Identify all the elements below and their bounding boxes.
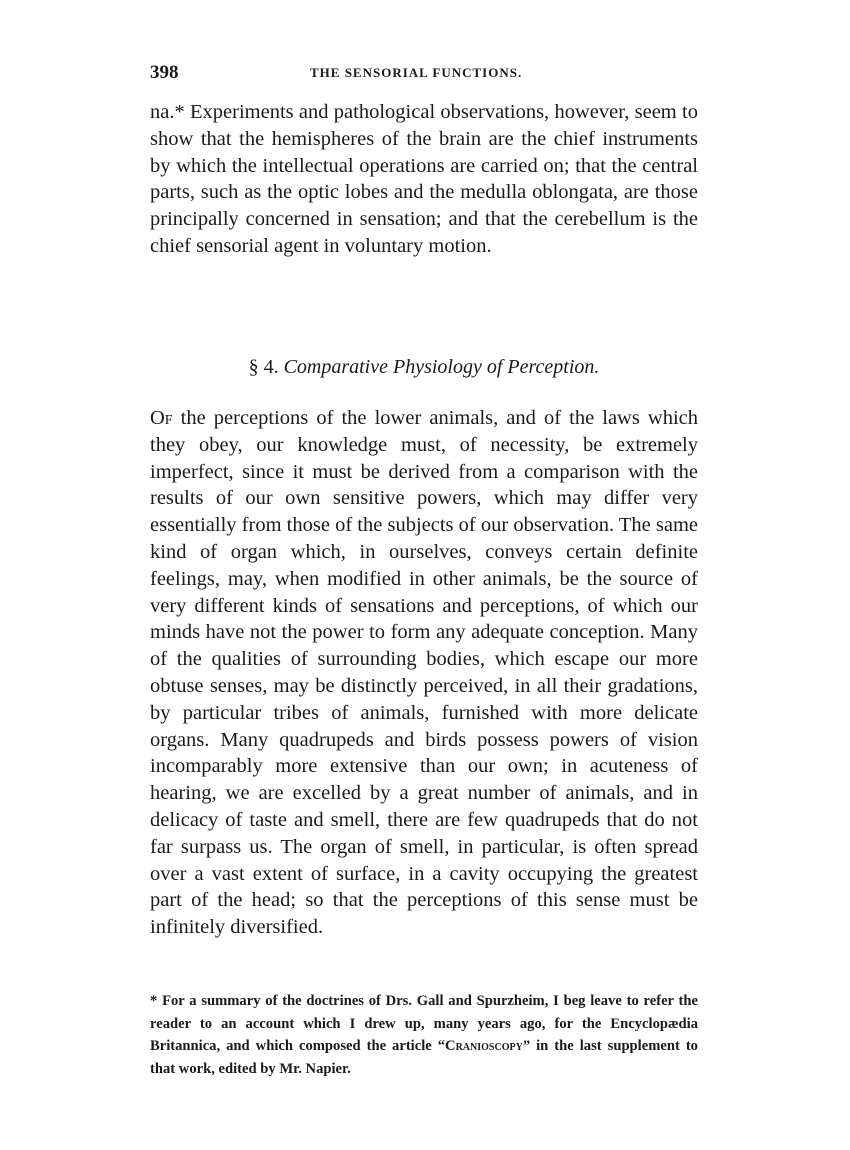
section-number: § 4.	[248, 356, 279, 378]
footnote-article-title: Cranioscopy	[445, 1038, 523, 1055]
section-title: Comparative Physiology of Perception.	[283, 356, 600, 378]
footnote	[150, 990, 698, 1080]
paragraph-continued: na.* Experiments and pathological observations, however, seem to show that the hemispheres of the brain are the chief instruments by which the intellectual operations are carried on; that the central parts, such as the optic lobes and the medulla oblongata, are those principally concerned in sensation; and that the cerebellum is the chief sensorial agent in voluntary motion.	[150, 101, 698, 257]
paragraph-lead-word: Of	[150, 407, 173, 429]
paragraph-body: the perceptions of the lower animals, and of the laws which they obey, our knowledge must, of necessity, be extremely imperfect, since it must be derived from a comparison with the results of our own sensitive powers, which may differ very essentially from those of the subjects of our observation. The same kind of organ which, in ourselves, conveys certain definite feelings, may, when modified in other animals, be the source of very different kinds of sensations and perceptions, of which our minds have not the power to form any adequate conception. Many of the qualities of surrounding bodies, which escape our more obtuse senses, may be distinctly perceived, in all their gradations, by particular tribes of animals, furnished with more delicate organs. Many quadrupeds and birds possess powers of vision incomparably more extensive than our own; in acuteness of hearing, we are excelled by a great number of animals, and in delicacy of taste and smell, there are few quadrupeds that do not far surpass us. The organ of smell, in particular, is often spread over a vast extent of surface, in a cavity occupying the greatest part of the head; so that the perceptions of this sense must be infinitely diversified.	[150, 407, 698, 939]
footnote-text-before: * For a summary of the doctrines of Drs. Gall and Spurzheim, I beg leave to refer the reader to an account which I drew up, many years ago, for the Encyclopædia Britannica, and which composed the article “	[150, 993, 698, 1055]
running-head	[150, 62, 698, 86]
paragraph-perception	[150, 405, 698, 941]
page-number: 398	[150, 62, 179, 83]
footnote-text-after: ” in the last supplement to that work, edited by Mr. Napier.	[150, 1038, 698, 1077]
running-title: THE SENSORIAL FUNCTIONS.	[310, 65, 523, 80]
section-heading	[150, 356, 698, 379]
